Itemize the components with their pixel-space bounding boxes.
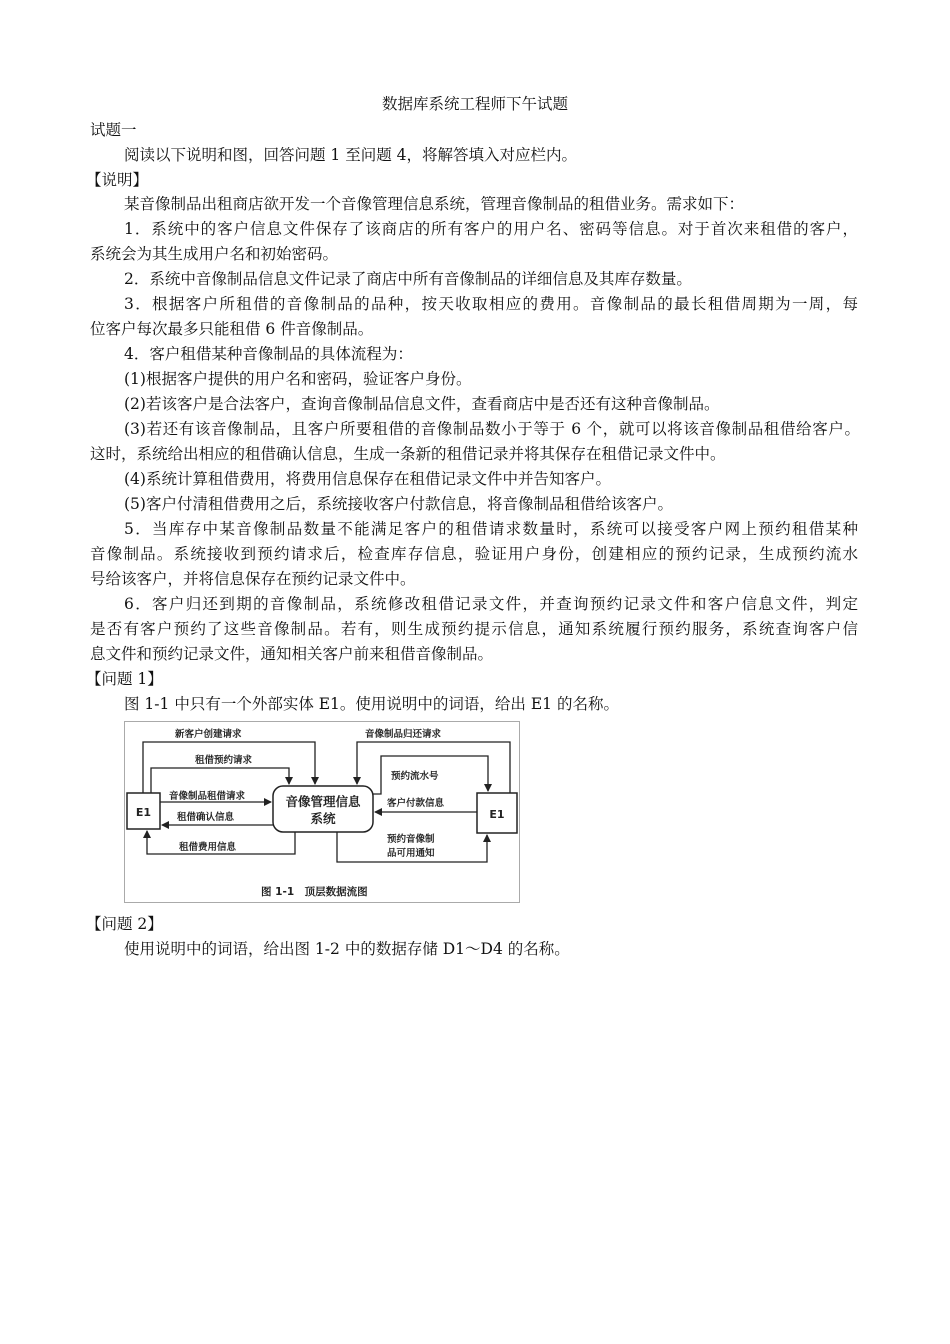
page-title: 数据库系统工程师下午试题 [381, 95, 568, 113]
desc-line: 位客户每次最多只能租借 6 件音像制品。 [90, 320, 374, 338]
desc-line: 5．当库存中某音像制品数量不能满足客户的租借请求数量时，系统可以接受客户网上预约租借某种 [124, 520, 858, 538]
left-entity-label: E1 [135, 806, 152, 819]
figure-1-1 [124, 721, 520, 903]
desc-line: (2)若该客户是合法客户，查询音像制品信息文件，查看商店中是否还有这种音像制品。 [124, 395, 720, 413]
flow-new-customer-label: 新客户创建请求 [175, 729, 242, 740]
desc-line: 1．系统中的客户信息文件保存了该商店的所有客户的用户名、密码等信息。对于首次来租借的客户， [124, 220, 858, 238]
process-label-line2: 系统 [310, 811, 336, 826]
question-heading: 试题一 [90, 121, 137, 139]
desc-line: (4)系统计算租借费用，将费用信息保存在租借记录文件中并告知客户。 [124, 470, 611, 488]
desc-line: (3)若还有该音像制品，且客户所要租借的音像制品数小于等于 6 个，就可以将该音像制品租借给客户。 [124, 420, 860, 438]
problem2-heading: 【问题 2】 [86, 915, 163, 933]
desc-line: 3．根据客户所租借的音像制品的品种，按天收取相应的费用。音像制品的最长租借周期为一周，每 [124, 295, 858, 313]
desc-line: 音像制品。系统接收到预约请求后，检查库存信息，验证用户身份，创建相应的预约记录，生成预约流水 [90, 545, 858, 563]
desc-line: 是否有客户预约了这些音像制品。若有，则生成预约提示信息，通知系统履行预约服务，系统查询客户信 [90, 620, 858, 638]
flow-rent-request-label: 音像制品租借请求 [169, 791, 246, 802]
flow-return-request-arrow [357, 742, 510, 793]
desc-line: 6．客户归还到期的音像制品，系统修改租借记录文件，并查询预约记录文件和客户信息文件，判定 [124, 595, 858, 613]
flow-available-notice-label-line1: 预约音像制 [387, 834, 435, 845]
problem2-text: 使用说明中的词语，给出图 1-2 中的数据存储 D1～D4 的名称。 [124, 940, 570, 958]
data-flow-diagram [125, 722, 519, 902]
figure-caption: 图 1-1 顶层数据流图 [261, 886, 368, 898]
desc-line: (1)根据客户提供的用户名和密码，验证客户身份。 [124, 370, 472, 388]
flow-reserve-serial-label: 预约流水号 [391, 771, 439, 782]
flow-rent-confirm-label: 租借确认信息 [177, 812, 235, 823]
desc-line: 系统会为其生成用户名和初始密码。 [90, 245, 339, 263]
right-entity-label: E1 [489, 808, 505, 821]
description-heading: 【说明】 [86, 171, 149, 189]
intro-paragraph: 阅读以下说明和图，回答问题 1 至问题 4，将解答填入对应栏内。 [124, 146, 578, 164]
desc-line: 4．客户租借某种音像制品的具体流程为： [124, 345, 413, 363]
desc-line: 息文件和预约记录文件，通知相关客户前来租借音像制品。 [90, 645, 494, 663]
desc-line: 号给该客户，并将信息保存在预约记录文件中。 [90, 570, 416, 588]
flow-reserve-request-label: 租借预约请求 [195, 755, 253, 766]
desc-line: 2．系统中音像制品信息文件记录了商店中所有音像制品的详细信息及其库存数量。 [124, 270, 692, 288]
desc-line: 某音像制品出租商店欲开发一个音像管理信息系统，管理音像制品的租借业务。需求如下： [124, 195, 745, 213]
problem1-text: 图 1-1 中只有一个外部实体 E1。使用说明中的词语，给出 E1 的名称。 [124, 695, 619, 713]
flow-payment-info-label: 客户付款信息 [387, 798, 445, 809]
problem1-heading: 【问题 1】 [86, 670, 163, 688]
flow-fee-info-label: 租借费用信息 [179, 842, 237, 853]
process-label-line1: 音像管理信息 [285, 794, 361, 809]
desc-line: (5)客户付清租借费用之后，系统接收客户付款信息，将音像制品租借给该客户。 [124, 495, 673, 513]
flow-reserve-request-arrow [151, 768, 289, 793]
flow-available-notice-label-line2: 品可用通知 [387, 848, 435, 859]
flow-return-request-label: 音像制品归还请求 [365, 729, 442, 740]
desc-line: 这时，系统给出相应的租借确认信息，生成一条新的租借记录并将其保存在租借记录文件中。 [90, 445, 726, 463]
